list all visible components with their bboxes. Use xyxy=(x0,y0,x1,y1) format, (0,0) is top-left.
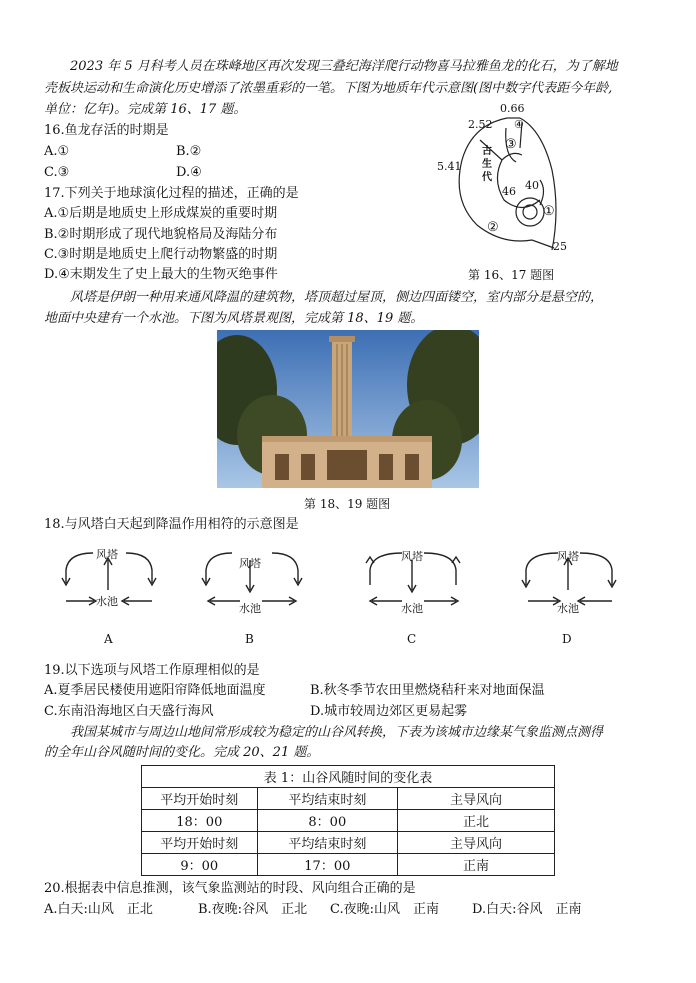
table-cell: 18：00 xyxy=(142,810,258,832)
q17-stem: 17.下列关于地球演化过程的描述，正确的是 xyxy=(44,186,299,201)
diagram-a-tower: 风塔 xyxy=(96,548,118,561)
q19-option-b: B.秋冬季节农田里燃烧秸秆来对地面保温 xyxy=(310,683,545,698)
q16-option-d: D.④ xyxy=(176,165,202,180)
q20-option-a: A.白天:山风 正北 xyxy=(44,902,153,917)
q17-option-a: A.①后期是地质史上形成煤炭的重要时期 xyxy=(44,206,278,221)
q16-option-a: A.① xyxy=(44,144,70,159)
geologic-time-spiral xyxy=(432,100,582,260)
diagram-c-tower: 风塔 xyxy=(401,550,423,563)
diagram-a-pool: 水池 xyxy=(96,595,118,608)
period-4: ④ xyxy=(514,118,524,131)
q17-option-d: D.④末期发生了史上最大的生物灭绝事件 xyxy=(44,267,278,282)
table-cell: 正南 xyxy=(398,854,555,876)
era-paleozoic: 古生代 xyxy=(482,146,492,183)
period-3: ③ xyxy=(505,137,517,152)
q16-stem: 16.鱼龙存活的时期是 xyxy=(44,123,169,138)
valley-wind-table xyxy=(141,765,555,876)
table-header-end: 平均结束时刻 xyxy=(257,832,397,854)
label-25: 25 xyxy=(553,240,567,253)
intro1-line2: 壳板块运动和生命演化历史增添了浓墨重彩的一笔。下图为地质年代示意图(图中数字代表距今年龄, xyxy=(44,81,613,96)
intro2-line1: 风塔是伊朗一种用来通风降温的建筑物，塔顶超过屋顶，侧边四面镂空，室内部分是悬空的， xyxy=(70,290,604,305)
diagram-label-a: A xyxy=(104,632,113,646)
table-header-direction: 主导风向 xyxy=(398,788,555,810)
intro1-line3: 单位：亿年)。完成第 16、17 题。 xyxy=(44,102,247,117)
q18-stem: 18.与风塔白天起到降温作用相符的示意图是 xyxy=(44,517,299,532)
table-cell: 17：00 xyxy=(257,854,397,876)
label-46: 46 xyxy=(502,185,516,198)
diagram-b-pool: 水池 xyxy=(239,602,261,615)
q19-option-c: C.东南沿海地区白天盛行海风 xyxy=(44,704,214,719)
table-header-end: 平均结束时刻 xyxy=(257,788,397,810)
diagram-label-b: B xyxy=(245,632,254,646)
label-2-52: 2.52 xyxy=(468,118,493,131)
label-0-66: 0.66 xyxy=(500,102,525,115)
q17-option-b: B.②时期形成了现代地貌格局及海陆分布 xyxy=(44,227,278,242)
q16-option-c: C.③ xyxy=(44,165,70,180)
diagram-c-pool: 水池 xyxy=(401,602,423,615)
diagram-d-pool: 水池 xyxy=(557,602,579,615)
period-1: ① xyxy=(543,204,555,219)
table-cell: 8：00 xyxy=(257,810,397,832)
table-header-start: 平均开始时刻 xyxy=(142,788,258,810)
table-cell: 正北 xyxy=(398,810,555,832)
wind-tower-photo xyxy=(217,330,479,488)
table-cell: 9：00 xyxy=(142,854,258,876)
q19-stem: 19.以下选项与风塔工作原理相似的是 xyxy=(44,663,260,678)
period-2: ② xyxy=(487,220,499,235)
q20-option-d: D.白天:谷风 正南 xyxy=(472,902,582,917)
diagram-b-tower: 风塔 xyxy=(239,557,261,570)
label-5-41: 5.41 xyxy=(437,160,462,173)
intro3-line2: 的全年山谷风随时间的变化。完成 20、21 题。 xyxy=(44,745,320,760)
q16-option-b: B.② xyxy=(176,144,202,159)
q20-stem: 20.根据表中信息推测，该气象监测站的时段、风向组合正确的是 xyxy=(44,881,416,896)
q19-option-a: A.夏季居民楼使用遮阳帘降低地面温度 xyxy=(44,683,266,698)
intro3-line1: 我国某城市与周边山地间常形成较为稳定的山谷风转换，下表为该城市边缘某气象监测点测得 xyxy=(70,725,604,740)
table-title: 表 1：山谷风随时间的变化表 xyxy=(142,766,555,788)
table-header-direction: 主导风向 xyxy=(398,832,555,854)
diagram-d-tower: 风塔 xyxy=(557,550,579,563)
intro2-line2: 地面中央建有一个水池。下图为风塔景观图，完成第 18、19 题。 xyxy=(44,311,424,326)
table-header-start: 平均开始时刻 xyxy=(142,832,258,854)
diagram-label-c: C xyxy=(407,632,417,646)
intro1-line1: 2023 年 5 月科考人员在珠峰地区再次发现三叠纪海洋爬行动物喜马拉雅鱼龙的化石，为了解地 xyxy=(70,59,618,74)
figure-caption-16-17: 第 16、17 题图 xyxy=(468,268,555,282)
diagram-label-d: D xyxy=(562,632,572,646)
q20-option-c: C.夜晚:山风 正南 xyxy=(330,902,439,917)
q17-option-c: C.③时期是地质史上爬行动物繁盛的时期 xyxy=(44,247,278,262)
label-40: 40 xyxy=(525,179,539,192)
q20-option-b: B.夜晚:谷风 正北 xyxy=(198,902,308,917)
q19-option-d: D.城市较周边郊区更易起雾 xyxy=(310,704,468,719)
photo-caption: 第 18、19 题图 xyxy=(304,497,391,511)
